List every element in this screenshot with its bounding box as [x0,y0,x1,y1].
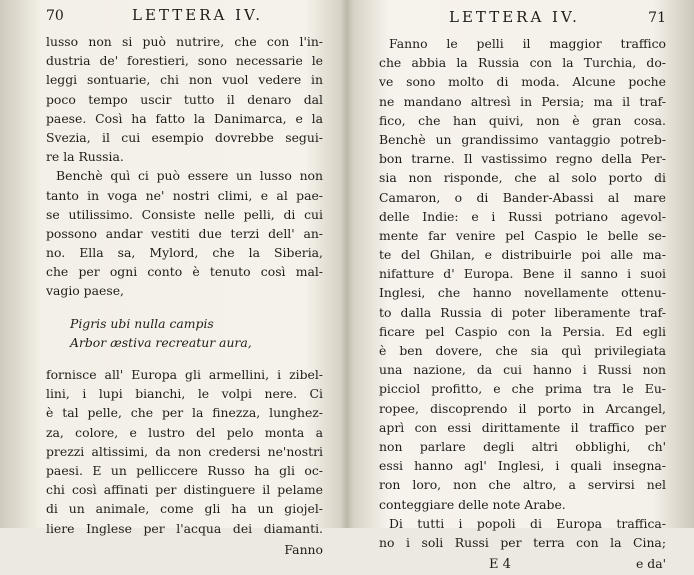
text-line: Camaron, o di Bander-Abassi al mare [379,189,666,205]
text-line: che per ogni conto è tenuto così mal- [46,264,323,280]
right-catchword: e da' [636,556,666,572]
text-line: paese. Così ha fatto la Danimarca, e la [46,110,323,126]
text-line: liere Inglese per l'acqua dei diamanti. [46,520,323,536]
text-line: Inglesi, che hanno novellamente ottenu- [379,285,666,301]
text-line: no i soli Russi per terra con la Cina; [379,534,666,550]
left-footer [46,542,323,561]
text-line: essi hanno agl' Inglesi, i quali insegna- [379,458,666,474]
text-line: Di tutti i popoli di Europa traffica- [389,515,666,531]
text-line: delle Indie: e i Russi potriano agevol- [379,208,666,224]
text-line: possono andar vestiti due terzi dell' an- [46,225,323,241]
text-line: ne mandano altresì in Persia; ma il traf- [379,93,666,109]
text-line: prezzi altissimi, da non credersi ne'nostri [46,443,323,459]
verse-line: Pigris ubi nulla campis [70,315,214,331]
text-line: è ben dovere, che sia quì privilegiata [379,343,666,358]
text-line: re la Russia. [46,149,124,165]
text-line: za, colore, e lustro del pelo monta a [46,424,323,440]
left-page [0,0,347,557]
text-line: sia non risponde, che al solo porto di [379,170,666,186]
text-line: fornisce all' Europa gli armellini, i zibel- [46,367,323,382]
text-line: ficare pel Caspio con la Persia. Ed egli [379,323,666,339]
text-line: te del Ghilan, e distribuirle poi alle ma- [379,247,666,263]
left-body-text [46,32,323,538]
text-line: leggi sontuarie, chi non vuol vedere in [46,72,323,88]
text-line: Fanno le pelli il maggior traffico [389,36,666,51]
text-line: una nazione, da cui hanno i Russi non [379,362,666,378]
text-line: dustria de' forestieri, sono necessarie le [46,53,323,69]
text-line: nifatture d' Europa. Bene il sanno i suoi [379,266,666,282]
text-line: conteggiare delle note Arabe. [379,496,566,512]
verse-gap [46,301,323,314]
left-running-head: LETTERA IV. [132,6,263,24]
text-line: no. Ella sa, Mylord, che la Siberia, [46,245,323,261]
text-line: tanto in voga ne' nostri climi, e al pae- [46,187,323,203]
text-line: ron loro, non che altro, a servirsi nel [379,477,666,493]
text-line: poco tempo uscir tutto il denaro dal [46,91,323,107]
text-line: lini, i lupi bianchi, le volpi nere. Ci [46,386,323,402]
text-line: di un animale, come gli ha un giojel- [46,501,323,517]
text-line: Benchè un grandissimo vantaggio potreb- [379,131,666,147]
text-line: chi così affinati per distinguere il pelame [46,482,323,498]
text-line: non parlare degli altri obblighi, ch' [379,438,666,454]
text-line: vagio paese, [46,283,124,299]
text-line: ve sono molto di moda. Alcune poche [379,74,666,90]
text-line: to dalla Russia di poter liberamente traf- [379,304,666,320]
text-line: è tal pelle, che per la finezza, lunghez- [46,405,323,421]
text-line: che abbia la Russia con la Turchia, do- [379,55,666,71]
right-running-head: LETTERA IV. [449,8,580,26]
verse-gap [46,352,323,365]
left-running-header [46,6,323,32]
text-line: bon trarne. Il vastissimo regno della Per- [379,151,666,167]
text-line: Svezia, il cui esempio dovrebbe segui- [46,129,323,145]
text-line: Benchè quì ci può essere un lusso non [56,168,323,184]
text-line: aprì con essi dirittamente il traffico per [379,419,666,435]
signature-mark: E 4 [489,557,511,573]
text-line: picciol profitto, e che prima tra le Eu- [379,381,666,397]
right-page-number: 71 [648,10,666,26]
text-line: lusso non si può nutrire, che con l'in- [46,34,323,49]
text-line: fico, che han quivi, non è gran cosa. [379,112,666,128]
text-line: se utilissimo. Consiste nelle pelli, di cui [46,206,323,222]
text-line: mente far venire pel Caspio le belle se- [379,227,666,243]
text-line: ropee, discoprendo il porto in Arcangel, [379,400,666,416]
left-page-number: 70 [46,8,64,24]
right-running-header [379,8,666,34]
verse-line: Arbor æstiva recreatur aura, [70,334,252,350]
right-footer [379,556,666,575]
left-catchword: Fanno [284,541,323,557]
text-line: paesi. E un pelliccere Russo ha gli oc- [46,462,323,478]
right-page [347,0,694,573]
right-body-text [379,34,666,552]
